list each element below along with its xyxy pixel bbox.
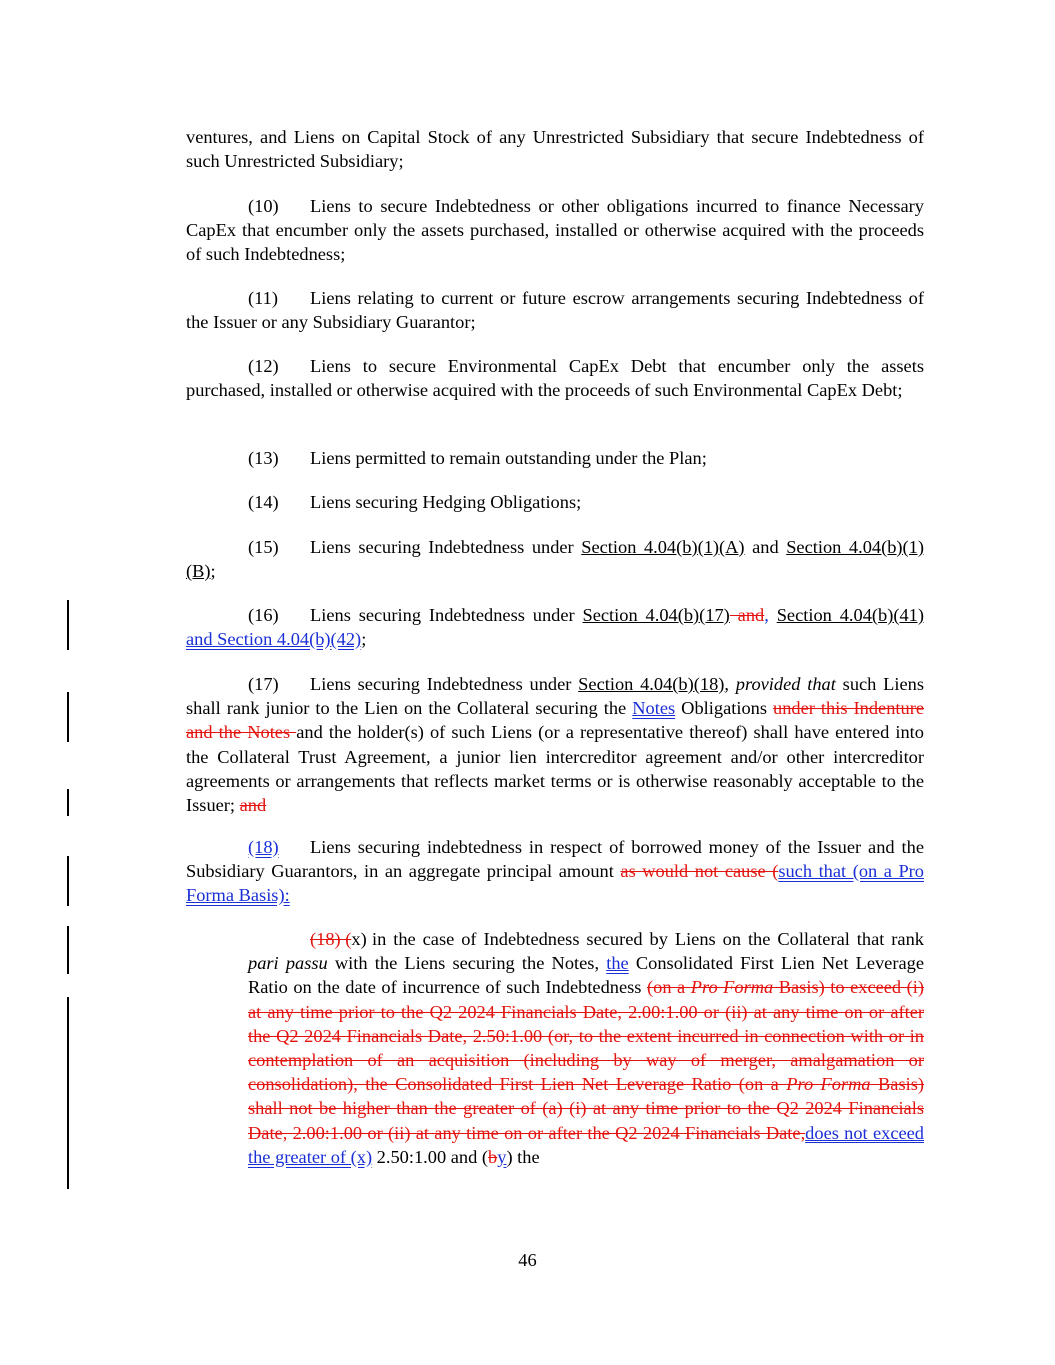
clause-number: (11) xyxy=(248,288,278,308)
clause-number: x) xyxy=(351,929,367,949)
paragraph-14: (14) Liens securing Hedging Obligations; xyxy=(186,490,924,514)
section-reference: Section 4.04(b)(18) xyxy=(578,674,725,694)
clause-number: (14) xyxy=(248,492,279,512)
deleted-text: as would not cause ( xyxy=(620,861,779,882)
change-bar xyxy=(67,789,69,816)
clause-number: (12) xyxy=(248,356,279,376)
section-reference: Section 4.04(b)(17) xyxy=(582,605,730,625)
paragraph-continuation: ventures, and Liens on Capital Stock of any Unrestricted Subsidiary that secure Indebtedness of such Unrestricted Subsidiary; xyxy=(186,127,924,172)
clause-number: (17) xyxy=(248,674,279,694)
deleted-text: and xyxy=(239,795,267,816)
inserted-clause-number: (18) xyxy=(248,837,279,857)
deleted-text: (on a Pro Forma Basis) to exceed (i) at any time prior to the Q2 2024 Financials Date, 2.00:1.00 or (ii) at any time on or after the Q2 2024 Financials Date, 2.50:1.00 (or, to the extent incurred in connection with or in contemplation of an acquisition (including by way of merger, amalgamation or consolidation), the Consolidated First Lien Net Leverage Ratio (on a Pro Forma Basis) shall not be higher than the greater of (a) (i) at any time prior to the Q2 2024 Financials Date, 2.00:1.00 or (ii) at any time on or after the Q2 2024 Financials Date, xyxy=(248,977,925,1143)
section-reference: Section 4.04(b)(1)(B) xyxy=(186,537,924,582)
inserted-text: , xyxy=(764,605,769,625)
clause-number: (13) xyxy=(248,448,279,468)
deleted-clause-number: (18) ( xyxy=(310,929,352,949)
clause-number: (16) xyxy=(248,605,279,625)
change-bar xyxy=(67,600,69,650)
clause-number: (10) xyxy=(248,196,279,216)
deleted-text: b xyxy=(488,1146,498,1167)
paragraph-11: (11) Liens relating to current or future escrow arrangements securing Indebtedness of the Issuer or any Subsidiary Guarantor; xyxy=(186,288,924,333)
deleted-text: and xyxy=(729,605,765,625)
clause-number: (15) xyxy=(248,537,279,557)
paragraph-17: (17) Liens securing Indebtedness under Section 4.04(b)(18), provided that such Liens shall rank junior to the Lien on the Collateral securing the Notes Obligations under this Indenture and the Notes and the holder(s) of such Liens (or a representative thereof) shall have entered into the Collateral Trust Agreement, a junior lien intercreditor agreement and/or other intercreditor agreements or arrangements that reflects market terms or is otherwise reasonably acceptable to the Issuer; and xyxy=(186,674,925,816)
paragraph-10: (10) Liens to secure Indebtedness or other obligations incurred to finance Necessary CapEx that encumber only the assets purchased, installed or otherwise acquired with the proceeds of such Indebtedness; xyxy=(186,196,924,265)
change-bar xyxy=(67,692,69,742)
paragraph-13: (13) Liens permitted to remain outstanding under the Plan; xyxy=(186,446,924,470)
change-bar xyxy=(67,997,69,1189)
section-reference: Section 4.04(b)(1)(A) xyxy=(581,537,745,557)
inserted-text: and Section 4.04(b)(42) xyxy=(186,629,362,650)
inserted-text: does not exceed the greater of (x) xyxy=(248,1122,925,1167)
change-bar xyxy=(67,926,69,974)
paragraph-18: (18) Liens securing indebtedness in respect of borrowed money of the Issuer and the Subsidiary Guarantors, in an aggregate principal amount as would not cause (such that (on a Pro Forma Basis): xyxy=(186,837,924,906)
deleted-text: under this Indenture and the Notes xyxy=(186,698,924,743)
section-reference: Section 4.04(b)(41) xyxy=(776,605,924,625)
inserted-text: the xyxy=(606,953,629,974)
inserted-text: y xyxy=(497,1146,507,1167)
paragraph-16: (16) Liens securing Indebtedness under Section 4.04(b)(17) and, Section 4.04(b)(41) and Section 4.04(b)(42); xyxy=(186,605,924,650)
change-bar xyxy=(67,856,69,906)
page-number: 46 xyxy=(518,1250,537,1270)
paragraph-15: (15) Liens securing Indebtedness under Section 4.04(b)(1)(A) and Section 4.04(b)(1)(B); xyxy=(186,537,924,582)
subclause-x: (18) (x) in the case of Indebtedness secured by Liens on the Collateral that rank pari passu with the Liens securing the Notes, the Consolidated First Lien Net Leverage Ratio on the date of incurrence of such Indebtedness (on a Pro Forma Basis) to exceed (i) at any time prior to the Q2 2024 Financials Date, 2.00:1.00 or (ii) at any time on or after the Q2 2024 Financials Date, 2.50:1.00 (or, to the extent incurred in connection with or in contemplation of an acquisition (including by way of merger, amalgamation or consolidation), the Consolidated First Lien Net Leverage Ratio (on a Pro Forma Basis) shall not be higher than the greater of (a) (i) at any time prior to the Q2 2024 Financials Date, 2.00:1.00 or (ii) at any time on or after the Q2 2024 Financials Date,does not exceed the greater of (x) 2.50:1.00 and (by) the xyxy=(248,929,925,1167)
inserted-text: such that (on a Pro Forma Basis): xyxy=(186,861,924,906)
inserted-text: Notes xyxy=(632,698,676,719)
paragraph-12: (12) Liens to secure Environmental CapEx Debt that encumber only the assets purchased, installed or otherwise acquired with the proceeds of such Environmental CapEx Debt; xyxy=(186,356,924,401)
